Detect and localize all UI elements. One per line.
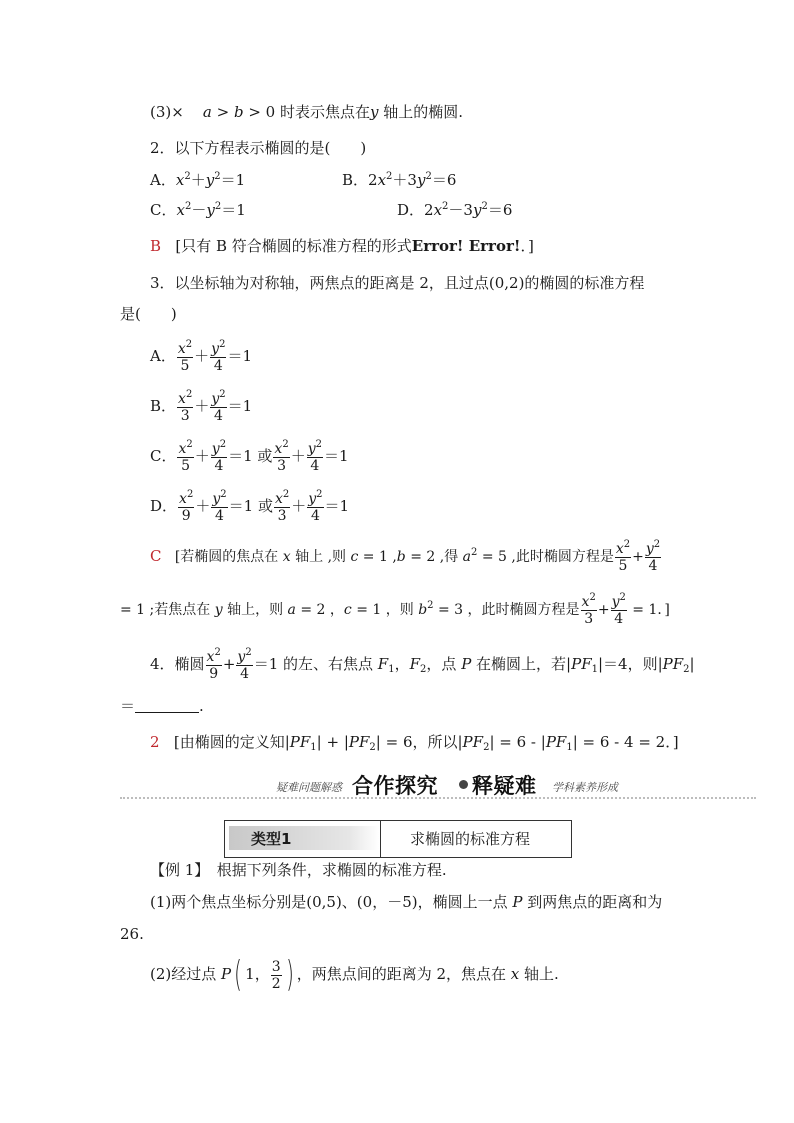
banner-divider (120, 797, 756, 799)
q2-answer: B [只有 B 符合椭圆的标准方程的形式Error! Error!．] (150, 237, 534, 255)
statement-3: (3)× a > b > 0 时表示焦点在y 轴上的椭圆. (150, 103, 464, 121)
answer-value: 2 (150, 733, 160, 751)
q2-option-a: A．$x^2+y^2=1$ (150, 171, 246, 189)
banner-knot-icon (459, 780, 468, 789)
answer-letter: C (150, 547, 162, 565)
answer-letter: B (150, 237, 162, 255)
q2-option-c: C．$x^2-y^2=1$ (150, 201, 246, 219)
q3-option-d: D． $\frac{x^2}{9}$ ＋ $\frac{y^2}{4}$ ＝1 或 $\frac{x^2}{3}$ ＋ $\frac{y^2}{4}$ ＝1 (150, 488, 350, 524)
example-1-part-2: (2)经过点 P( 1， $\frac{3}{2}$ ) ，两焦点间的距离为 2，焦点在 x 轴上. (150, 954, 559, 995)
example-1-part-1-cont: 26. (120, 925, 144, 943)
banner-title-left: 合作探究 (352, 774, 438, 798)
question-3-stem-cont: 是( ) (120, 305, 177, 323)
q3-option-c: C． $\frac{x^2}{5}$ ＋ $\frac{y^2}{4}$ ＝1 或 $\frac{x^2}{3}$ ＋ $\frac{y^2}{4}$ ＝1 (150, 438, 349, 474)
example-1-part-1: (1)两个焦点坐标分别是(0,5)、(0，－5)，椭圆上一点 P 到两焦点的距离和为 (150, 893, 663, 911)
q3-answer-line2: = 1 ;若焦点在 y 轴上，则 a = 2 ，c = 1 ，则 $b^2 = 3$ ，此时椭圆方程是 $\frac{x^2}{3}$ + $\frac{y^2}{4}$ = 1．] (120, 591, 670, 627)
question-3-stem: 3．以坐标轴为对称轴，两焦点的距离是 2，且过点(0,2)的椭圆的标准方程 (150, 274, 645, 292)
answer-blank (135, 712, 199, 713)
q3-option-a: A． $\frac{x^2}{5}$ ＋ $\frac{y^2}{4}$ ＝1 (150, 338, 252, 374)
q4-answer: 2 [由椭圆的定义知$|PF_1| + |PF_2| = 6$，所以$|PF_2| = 6 - |PF_1| = 6 - 4 = 2$．] (150, 733, 679, 753)
question-4-stem: 4．椭圆 $\frac{x^2}{9}$ + $\frac{y^2}{4}$ ＝1 的左、右焦点 $F_1$，$F_2$，点 P 在椭圆上，若$|PF_1|=4$，则$|PF_2|$ (150, 646, 695, 682)
question-4-stem-cont: ＝ . (120, 697, 204, 715)
q3-answer-line1: C [若椭圆的焦点在 x 轴上 ,则 c = 1 ,b = 2 ,得 $a^2 = 5$ ,此时椭圆方程是 $\frac{x^2}{5}$ + $\frac{y^2}{4}$ (150, 538, 661, 574)
type-label-bg (229, 826, 379, 850)
question-2-stem: 2．以下方程表示椭圆的是( ) (150, 139, 367, 157)
type-label: 类型1 (251, 830, 292, 848)
q2-option-d: D．$2x^2-3y^2=6$ (397, 201, 513, 219)
type-box-divider (380, 821, 381, 857)
type-title: 求椭圆的标准方程 (410, 830, 531, 848)
type-heading-box (224, 820, 572, 858)
banner-title-right: 释疑难 (472, 774, 537, 798)
q2-option-b: B．$2x^2+3y^2=6$ (342, 171, 457, 189)
banner-subtitle-right: 学科素养形成 (552, 781, 618, 794)
q3-option-b: B． $\frac{x^2}{3}$ ＋ $\frac{y^2}{4}$ ＝1 (150, 388, 253, 424)
banner-subtitle-left: 疑难问题解惑 (276, 781, 342, 794)
example-1-heading: 【例 1】 根据下列条件，求椭圆的标准方程. (150, 861, 447, 879)
